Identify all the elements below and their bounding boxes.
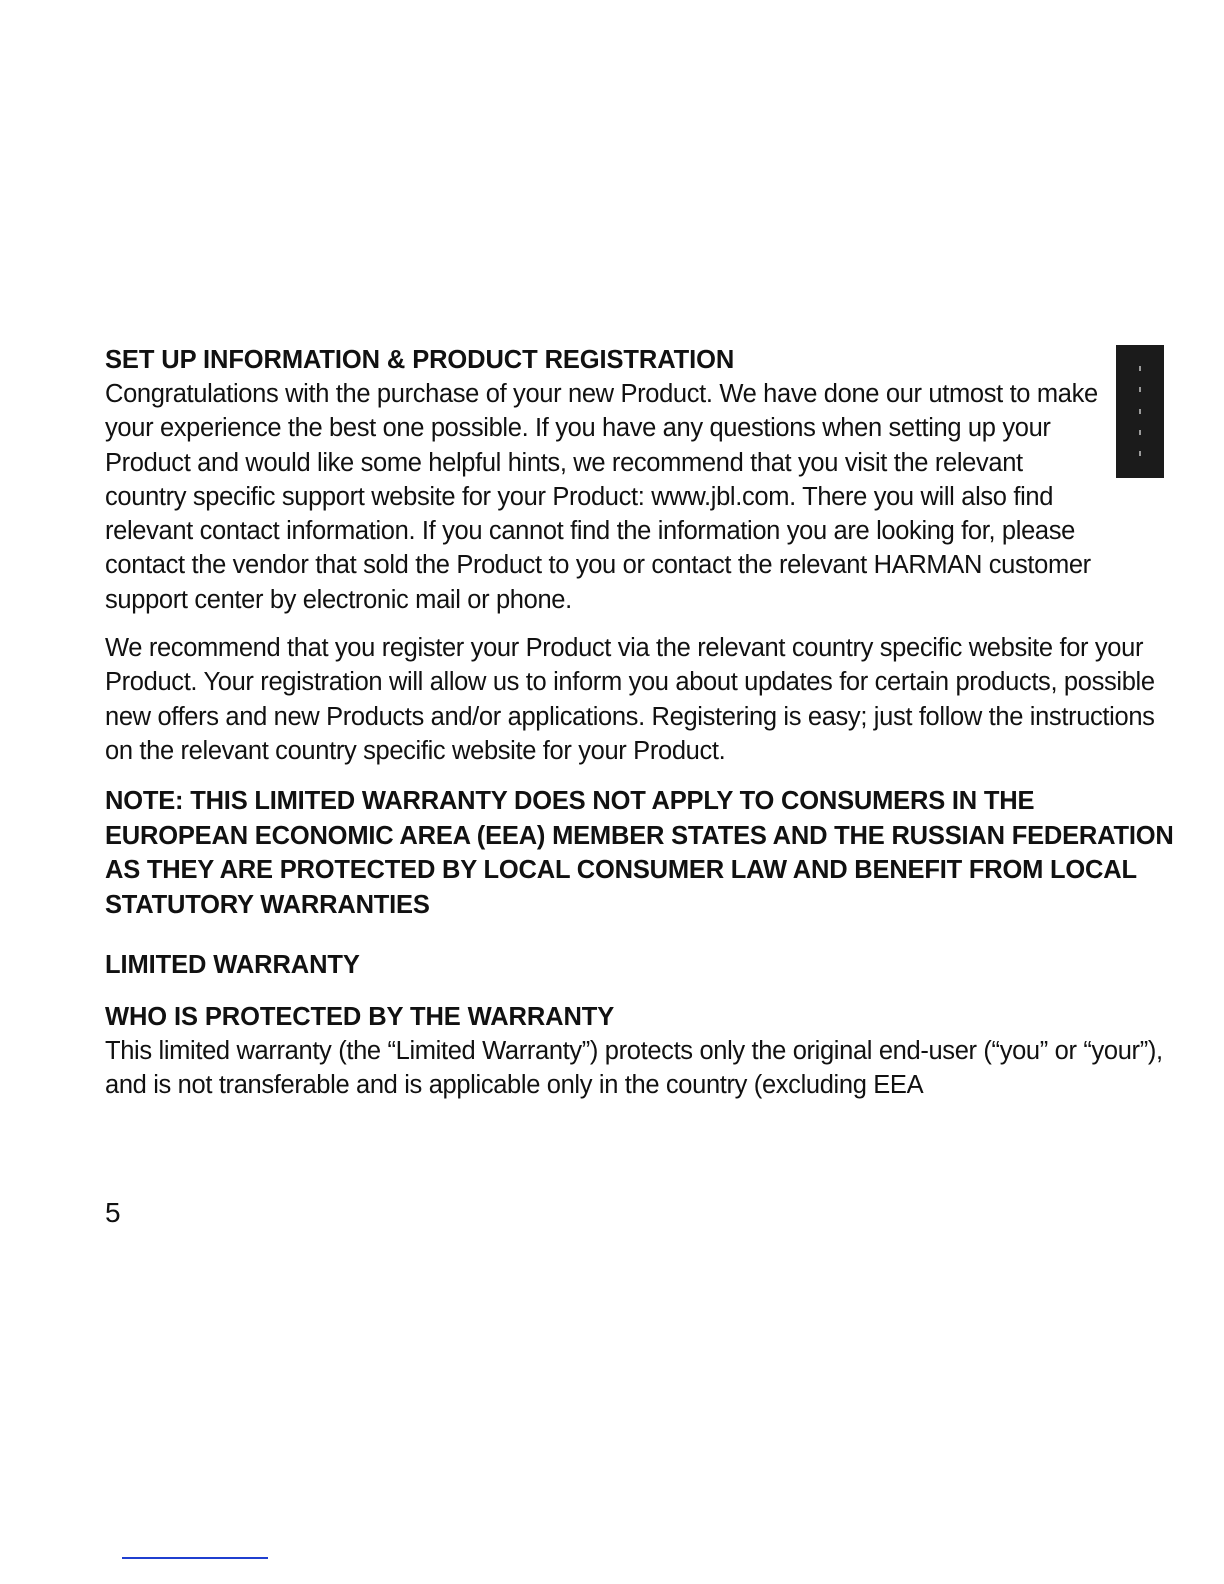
document-page bbox=[105, 343, 1180, 1102]
section-heading: SET UP INFORMATION & PRODUCT REGISTRATION bbox=[105, 346, 735, 374]
registration-paragraph: We recommend that you register your Product via the relevant country specific website for your Product. Your registration will allow us to inform you about updates for certain products, possible new offers and new Products and/or applications. Registering is easy; just follow the instructions on the relevant country specific website for your Product. bbox=[105, 634, 1155, 765]
setup-paragraph: Congratulations with the purchase of your new Product. We have done our utmost to make your experience the best one possible. If you have any questions when setting up your Product and would like some helpful hints, we recommend that you visit the relevant country specific support website for your Product: www.jbl.com. There you will also find relevant contact information. If you cannot find the information you are looking for, please contact the vendor that sold the Product to you or contact the relevant HARMAN customer support center by electronic mail or phone. bbox=[105, 380, 1098, 614]
limited-warranty-text: This limited warranty (the “Limited Warranty”) protects only the original end-user (“you” or “your”), and is not transferable and is applicable only in the country (excluding EEA bbox=[105, 1036, 1163, 1100]
who-is-protected-heading: WHO IS PROTECTED BY THE WARRANTY bbox=[105, 1002, 615, 1031]
footer-rule bbox=[122, 1557, 268, 1559]
limited-warranty-heading: LIMITED WARRANTY bbox=[105, 950, 360, 979]
page-number: 5 bbox=[105, 1197, 121, 1228]
warranty-note: NOTE: THIS LIMITED WARRANTY DOES NOT APPLY TO CONSUMERS IN THE EUROPEAN ECONOMIC AREA (EEA) MEMBER STATES AND THE RUSSIAN FEDERATION AS THEY ARE PROTECTED BY LOCAL CONSUMER LAW AND BENEFIT FROM LOCAL STATUTORY WARRANTIES bbox=[105, 787, 1174, 919]
